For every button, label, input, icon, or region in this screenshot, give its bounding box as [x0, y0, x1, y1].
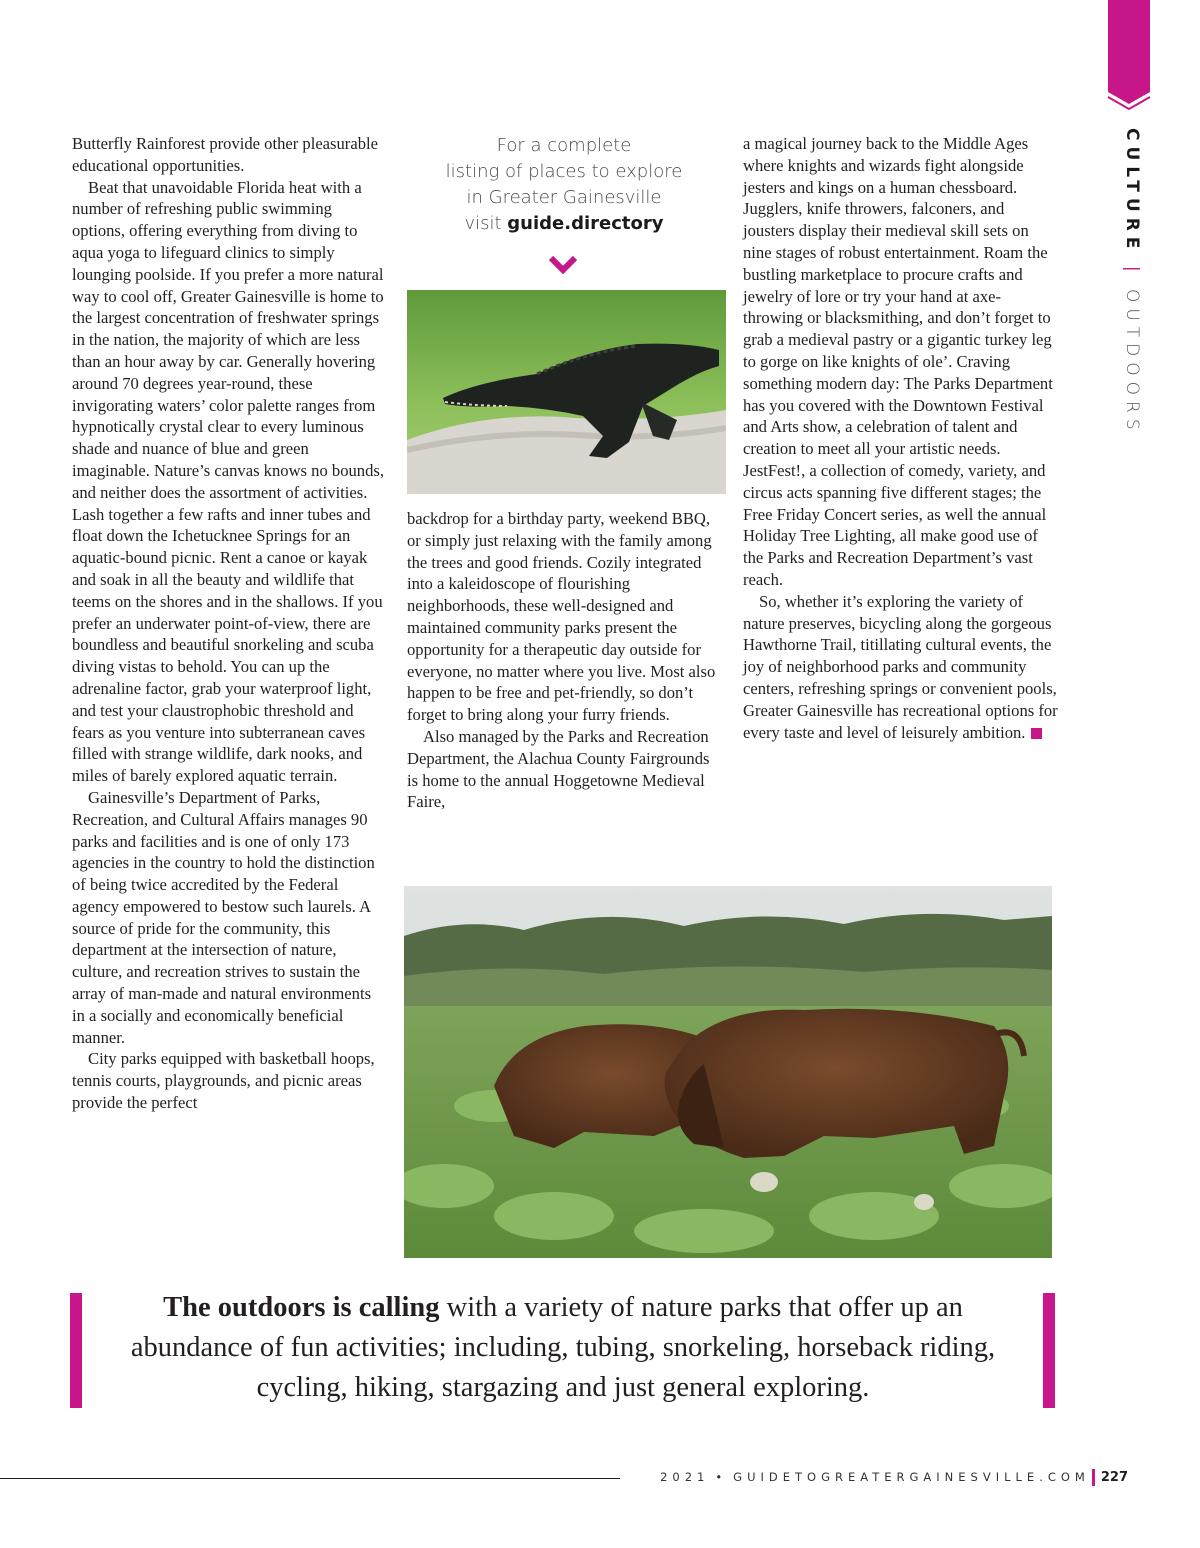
- article-column-3: [743, 133, 1059, 743]
- footer-rule: [0, 1478, 620, 1479]
- directory-link[interactable]: guide.directory: [507, 213, 664, 234]
- section-separator: |: [1122, 265, 1142, 278]
- pullquote-bar-right: [1043, 1293, 1055, 1408]
- footer-divider: [1092, 1469, 1095, 1486]
- page-number: 227: [1100, 1469, 1128, 1485]
- paragraph: [743, 591, 1059, 744]
- section-tab-marker: [1106, 0, 1152, 112]
- pullquote-lead: The outdoors is calling: [163, 1292, 440, 1323]
- end-mark-icon: [1031, 728, 1042, 739]
- page-footer: [660, 1465, 1128, 1489]
- callout-line: [432, 211, 696, 237]
- footer-year: 2021: [660, 1470, 710, 1484]
- paragraph: a magical journey back to the Middle Ages where knights and wizards fight alongside jesters and kings on a human chessboard. Jugglers, knife throwers, falconers, and jousters display their medieval skill sets on nine stages of robust entertainment. Roam the bustling marketplace to procure crafts and jewelry of lore or try your hand at axe-throwing or blacksmithing, and don’t forget to grab a medieval pastry or a gigantic turkey leg to gorge on like knights of ole’. Craving something modern day: The Parks Department has you covered with the Downtown Festival and Arts show, a celebration of talent and creation to meet all your artistic needs. JestFest!, a collection of comedy, variety, and circus acts spanning five different stages; the Free Friday Concert series, as well the annual Holiday Tree Lighting, all make good use of the Parks and Recreation Department’s vast reach.: [743, 134, 1053, 589]
- paragraph: Also managed by the Parks and Recreation Department, the Alachua County Fairgrounds is home to the annual Hoggetowne Medieval Faire,: [407, 726, 710, 812]
- paragraph: Beat that unavoidable Florida heat with a number of refreshing public swimming options, offering everything from diving to aqua yoga to lifeguard clinics to simply lounging poolside. If you prefer a more natural way to cool off, Greater Gainesville is home to the largest concentration of freshwater springs in the nation, the majority of which are less than an hour away by car. Generally hovering around 70 degrees year-round, these invigorating waters’ color palette ranges from hypnotically crystal clear to every luminous shade and nuance of blue and green imaginable. Nature’s canvas knows no bounds, and neither does the assortment of activities. Lash together a few rafts and inner tubes and float down the Ichetucknee Springs for an aquatic-bound picnic. Rent a canoe or kayak and soak in all the beauty and wildlife that teems on the shores and in the shallows. If you prefer an underwater point-of-view, there are boundless and beautiful snorkeling and scuba diving vistas to behold. You can up the adrenaline factor, grab your waterproof light, and test your claustrophobic threshold and fears as you venture into subterranean caves filled with strange wildlife, dark nooks, and miles of barely explored aquatic terrain.: [72, 177, 384, 786]
- article-column-1: [72, 133, 384, 1114]
- article-column-2: [407, 508, 723, 813]
- callout-line: in Greater Gainesville: [466, 187, 662, 208]
- subsection-name: OUTDOORS: [1122, 288, 1142, 436]
- directory-callout: [432, 133, 696, 237]
- alligator-photo: [407, 290, 726, 494]
- pullquote-text: with a variety of nature parks that offer up an abundance of fun activities; including, tubing, snorkeling, horseback riding, cycling, hiking, stargazing and just general exploring.: [130, 1292, 996, 1403]
- callout-visit: visit: [464, 213, 508, 234]
- pullquote-bar-left: [70, 1293, 82, 1408]
- callout-line: listing of places to explore: [445, 161, 683, 182]
- paragraph: City parks equipped with basketball hoops, tennis courts, playgrounds, and picnic areas provide the perfect: [72, 1049, 375, 1113]
- section-label: [1118, 128, 1142, 438]
- paragraph: backdrop for a birthday party, weekend BBQ, or simply just relaxing with the family among the trees and good friends. Cozily integrated into a kaleidoscope of flourishing neighborhoods, these well-designed and maintained community parks present the opportunity for a therapeutic day outside for everyone, no matter where you live. Most also happen to be free and pet-friendly, so don’t forget to bring along your furry friends.: [407, 509, 716, 725]
- paragraph-text: So, whether it’s exploring the variety of nature preserves, bicycling along the gorgeous Hawthorne Trail, titillating cultural events, the joy of neighborhood parks and community centers, refreshing springs or convenient pools, Greater Gainesville has recreational options for every taste and level of leisurely ambition.: [743, 591, 1058, 742]
- callout-line: For a complete: [496, 135, 632, 156]
- footer-website[interactable]: GUIDETOGREATERGAINESVILLE.COM: [733, 1470, 1090, 1484]
- bison-photo: [404, 886, 1052, 1258]
- footer-dot: •: [715, 1470, 728, 1484]
- pullquote: [100, 1288, 1026, 1408]
- chevron-down-icon: [549, 254, 577, 274]
- paragraph: Butterfly Rainforest provide other pleasurable educational opportunities.: [72, 134, 378, 175]
- section-name: CULTURE: [1122, 128, 1142, 255]
- paragraph: Gainesville’s Department of Parks, Recreation, and Cultural Affairs manages 90 parks and facilities and is one of only 173 agencies in the country to hold the distinction of being twice accredited by the Federal agency empowered to bestow such laurels. A source of pride for the community, this department at the intersection of nature, culture, and recreation strives to sustain the array of man-made and natural environments in a socially and economically beneficial manner.: [72, 787, 375, 1047]
